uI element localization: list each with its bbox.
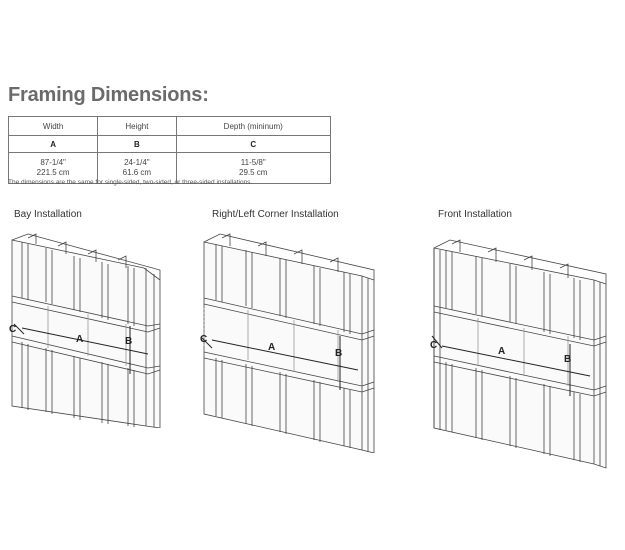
caption-bay-installation: Bay Installation bbox=[14, 209, 82, 220]
value-cm: 29.5 cm bbox=[239, 168, 268, 177]
column-header-depth: Depth (mininum) bbox=[176, 117, 331, 136]
dimension-letter: B bbox=[98, 136, 176, 153]
front-installation-diagram bbox=[428, 232, 618, 472]
installation-note: The dimensions are the same for single-sided, two-sided, or three-sided installations. bbox=[8, 179, 253, 186]
dimension-label-a: A bbox=[268, 342, 276, 353]
bay-installation-diagram bbox=[8, 228, 168, 428]
value-inches: 11-5/8" bbox=[240, 158, 266, 167]
corner-installation-diagram bbox=[198, 228, 388, 453]
value-cm: 61.6 cm bbox=[122, 168, 152, 177]
dimension-label-b: B bbox=[335, 348, 343, 359]
dimension-label-b: B bbox=[125, 336, 133, 347]
dimension-letter: A bbox=[9, 136, 98, 153]
dimension-label-a: A bbox=[498, 346, 506, 357]
dimension-label-b: B bbox=[564, 354, 572, 365]
caption-corner-installation: Right/Left Corner Installation bbox=[212, 209, 339, 220]
page-title: Framing Dimensions: bbox=[8, 84, 209, 106]
dimension-letter: C bbox=[176, 136, 331, 153]
table-header-row bbox=[9, 117, 331, 136]
value-inches: 24-1/4" bbox=[124, 158, 150, 167]
caption-front-installation: Front Installation bbox=[438, 209, 512, 220]
dimension-label-c: C bbox=[430, 340, 438, 351]
dimension-label-a: A bbox=[76, 334, 84, 345]
dimension-label-c: C bbox=[9, 324, 17, 335]
table-row bbox=[9, 136, 331, 153]
dimension-label-c: C bbox=[200, 334, 208, 345]
column-header-height: Height bbox=[98, 117, 176, 136]
dimensions-table bbox=[8, 116, 331, 184]
value-inches: 87-1/4" bbox=[40, 158, 66, 167]
value-cm: 221.5 cm bbox=[36, 168, 70, 177]
column-header-width: Width bbox=[9, 117, 98, 136]
